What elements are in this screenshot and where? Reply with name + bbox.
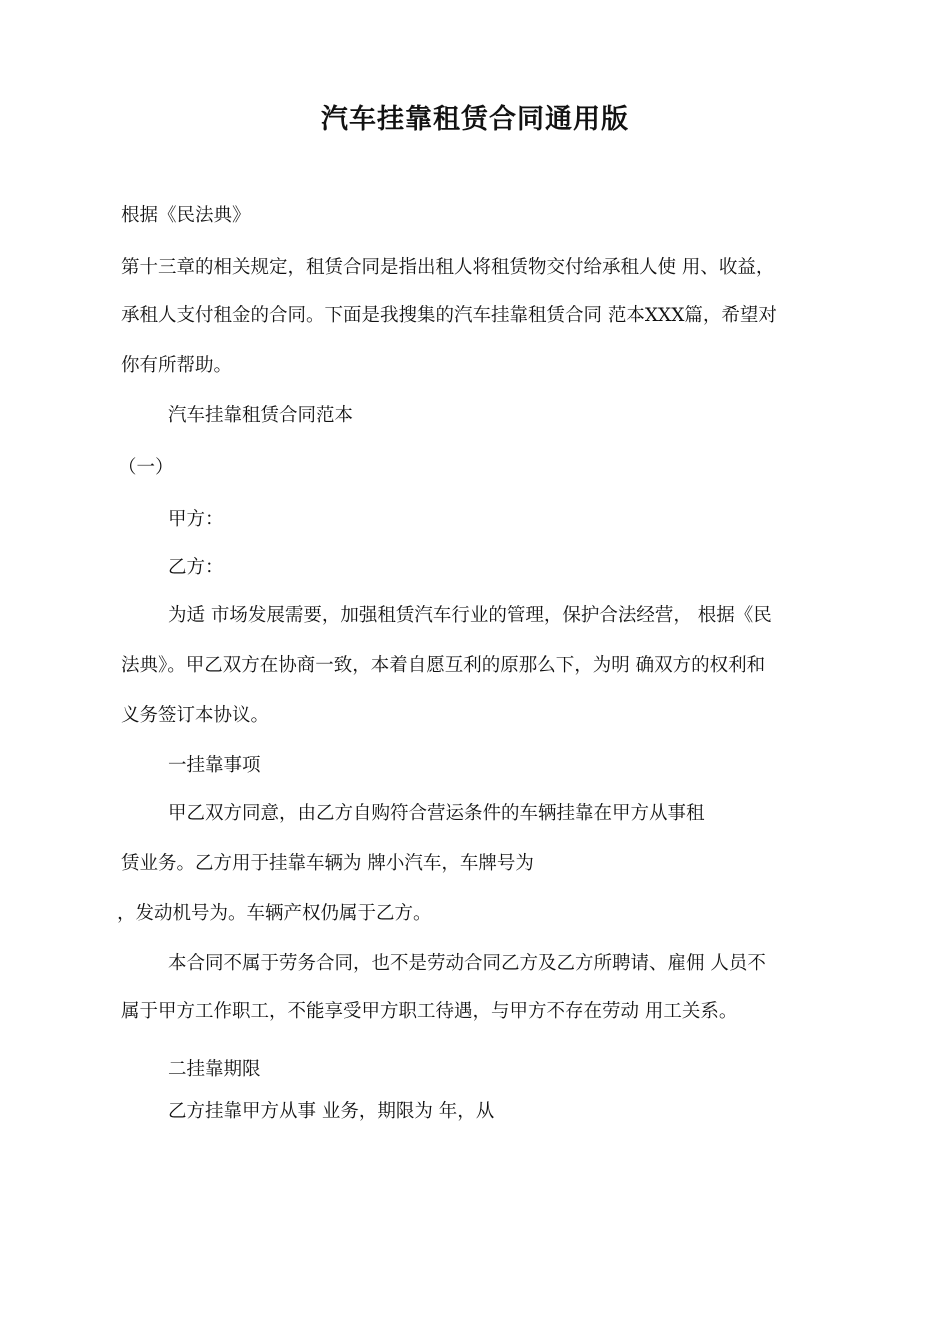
document-title: 汽车挂靠租赁合同通用版 [321,104,629,135]
clause-heading: 二挂靠期限 [168,1059,261,1080]
body-line: 你有所帮助。 [121,355,233,376]
body-line: 承租人支付租金的合同。下面是我搜集的汽车挂靠租赁合同 范本XXX篇，希望对 [121,305,777,326]
body-line: 义务签订本协议。 [121,705,270,726]
body-line: ，发动机号为。车辆产权仍属于乙方。 [117,903,432,924]
body-line: 为适 市场发展需要，加强租赁汽车行业的管理，保护合法经营， 根据《民 [168,605,772,626]
body-line: 属于甲方工作职工，不能享受甲方职工待遇，与甲方不存在劳动 用工关系。 [121,1001,738,1022]
body-line: 赁业务。乙方用于挂靠车辆为 牌小汽车，车牌号为 [121,853,534,874]
body-line: 乙方挂靠甲方从事 业务，期限为 年，从 [168,1101,495,1122]
body-line: 第十三章的相关规定，租赁合同是指出租人将租赁物交付给承租人使 用、收益， [121,257,775,278]
section-number: （一） [118,457,174,478]
section-heading: 汽车挂靠租赁合同范本 [168,405,354,426]
body-line: 根据《民法典》 [121,205,251,226]
body-line: 甲乙双方同意，由乙方自购符合营运条件的车辆挂靠在甲方从事租 [168,803,705,824]
body-line: 本合同不属于劳务合同，也不是劳动合同乙方及乙方所聘请、雇佣 人员不 [168,953,766,974]
party-a-label: 甲方： [168,509,224,530]
body-line: 法典》。甲乙双方在协商一致，本着自愿互利的原那么下，为明 确双方的权利和 [121,655,766,676]
clause-heading: 一挂靠事项 [168,755,261,776]
party-b-label: 乙方： [168,557,224,578]
